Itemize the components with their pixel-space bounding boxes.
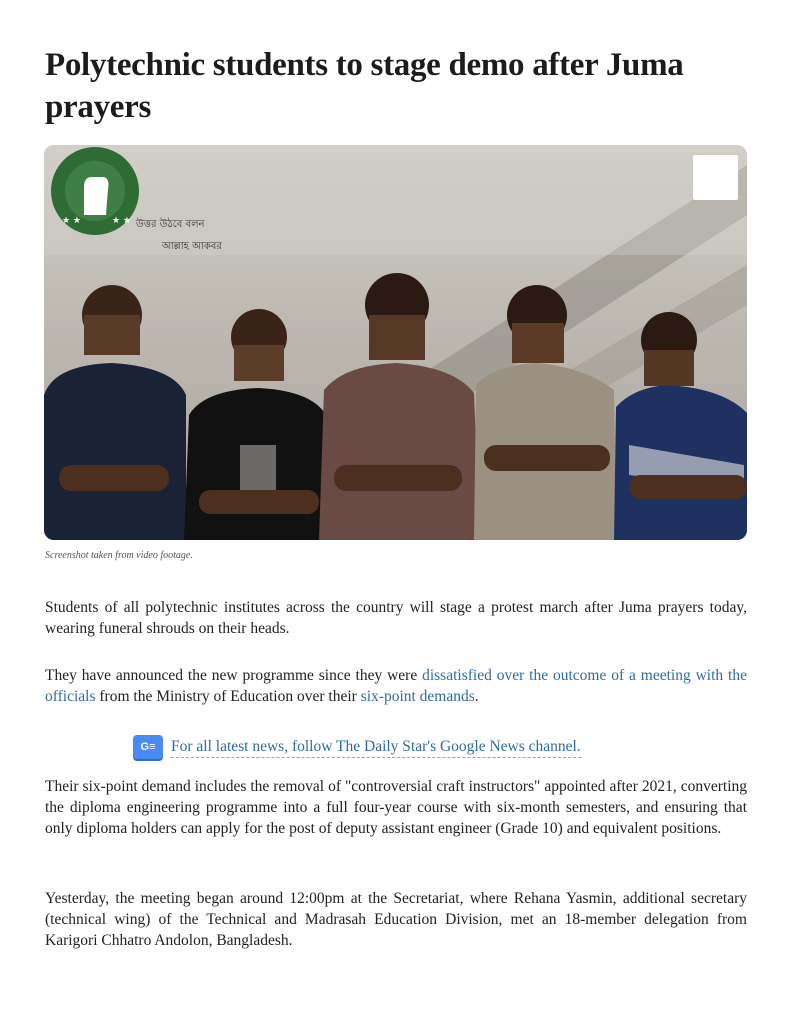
google-news-link[interactable]: For all latest news, follow The Daily Star's Google News channel. xyxy=(171,737,581,758)
paragraph-2 xyxy=(45,665,747,707)
google-news-icon: G≡ xyxy=(133,735,163,759)
headline: Polytechnic students to stage demo after Juma prayers xyxy=(45,47,684,125)
svg-text:★ ★: ★ ★ xyxy=(112,216,131,226)
image-caption: Screenshot taken from video footage. xyxy=(45,550,193,561)
corner-overlay-box xyxy=(693,155,738,200)
link-six-point-demands[interactable]: six-point demands xyxy=(360,688,475,705)
paragraph-4: Yesterday, the meeting began around 12:00pm at the Secretariat, where Rehana Yasmin, additional secretary (technical wing) of the Technical and Madrasah Education Division, met an 18-member delegation from Karigori Chhatro Andolon, Bangladesh. xyxy=(45,890,747,949)
paragraph-2-text-b: from the Ministry of Education over their xyxy=(95,688,361,705)
photo-illustration xyxy=(44,145,747,540)
paragraph-1: Students of all polytechnic institutes across the country will stage a protest march after Juma prayers today, wearing funeral shrouds on their heads. xyxy=(45,599,747,637)
google-news-promo[interactable] xyxy=(133,734,581,760)
link-dissatisfied-meeting[interactable]: dissatisfied over the outcome of a meeting with the officials xyxy=(45,667,747,705)
article-photo[interactable] xyxy=(44,145,747,540)
svg-text:★ ★: ★ ★ xyxy=(62,216,81,226)
paragraph-2-text-a: They have announced the new programme since they were xyxy=(45,667,423,684)
svg-text:উত্তর উঠবে বলন: উত্তর উঠবে বলন xyxy=(136,219,205,230)
paragraph-2-text-c: . xyxy=(474,688,479,705)
paragraph-3: Their six-point demand includes the removal of "controversial craft instructors" appointed after 2021, converting the diploma engineering programme into a full four-year course with six-month semesters, and ensuring that only diploma holders can apply for the post of deputy assistant engineer (Grade 10) and equivalent positions. xyxy=(45,778,747,837)
svg-text:আল্লাহ আকবর: আল্লাহ আকবর xyxy=(162,241,222,252)
